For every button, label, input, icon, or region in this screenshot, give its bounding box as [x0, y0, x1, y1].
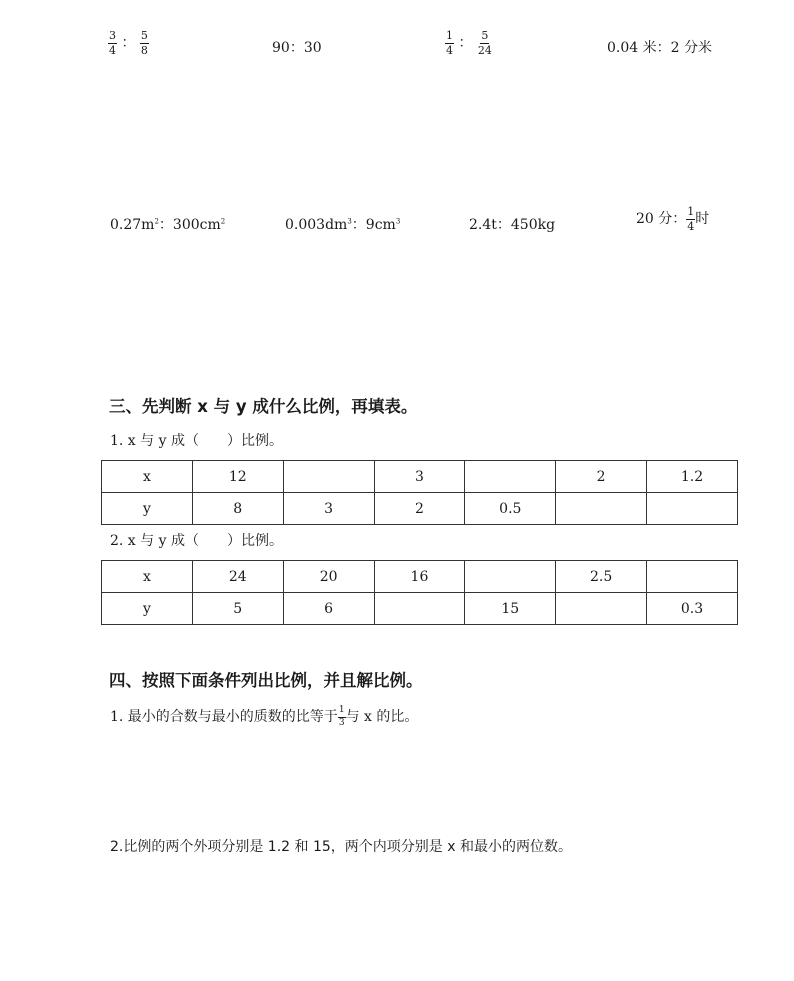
- fraction: $\frac{1}{3}$: [338, 705, 345, 728]
- ratio-item-5: $0.27m^2$：$300cm^2$: [110, 217, 226, 233]
- ratio-item-4: 0.04 米：2 分米: [607, 40, 712, 56]
- ratio-separator: ：: [458, 35, 473, 52]
- question-3-1-label: 1. x 与 y 成（ ）比例。: [110, 433, 283, 449]
- fraction: $\frac{3}{4}$: [109, 29, 116, 57]
- question-4-1: 1. 最小的合数与最小的质数的比等于 $\frac{1}{3}$ 与 x 的比。: [110, 705, 419, 728]
- ratio-item-6: $0.003dm^3$：$9cm^3$: [285, 217, 401, 233]
- ratio-item-3: [445, 30, 493, 56]
- ratio-item-2: 90：30: [272, 40, 322, 56]
- table-row: x 12 3 2 1.2: [102, 461, 738, 493]
- section-3-title: 三、先判断 x 与 y 成什么比例，再填表。: [109, 397, 418, 416]
- fraction: $\frac{1}{4}$: [446, 29, 453, 57]
- table-row: x 24 20 16 2.5: [102, 561, 738, 593]
- table-1: [101, 460, 738, 525]
- ratio-item-1: [108, 30, 149, 56]
- fraction: $\frac{1}{4}$: [687, 205, 695, 233]
- table-row: y 8 3 2 0.5: [102, 493, 738, 525]
- fraction: $\frac{5}{24}$: [477, 29, 492, 57]
- ratio-separator: ：: [121, 35, 136, 52]
- ratio-item-7: 2.4t：450kg: [469, 217, 556, 233]
- table-row: y 5 6 15 0.3: [102, 593, 738, 625]
- section-4-title: 四、按照下面条件列出比例，并且解比例。: [109, 671, 423, 690]
- ratio-item-8: 20 分： $\frac{1}{4}$ 时: [636, 205, 710, 233]
- table-2: [101, 560, 738, 625]
- question-3-2-label: 2. x 与 y 成（ ）比例。: [110, 533, 283, 549]
- question-4-2: 2.比例的两个外项分别是 1.2 和 15，两个内项分别是 x 和最小的两位数。: [110, 839, 572, 855]
- fraction: $\frac{5}{8}$: [140, 29, 148, 57]
